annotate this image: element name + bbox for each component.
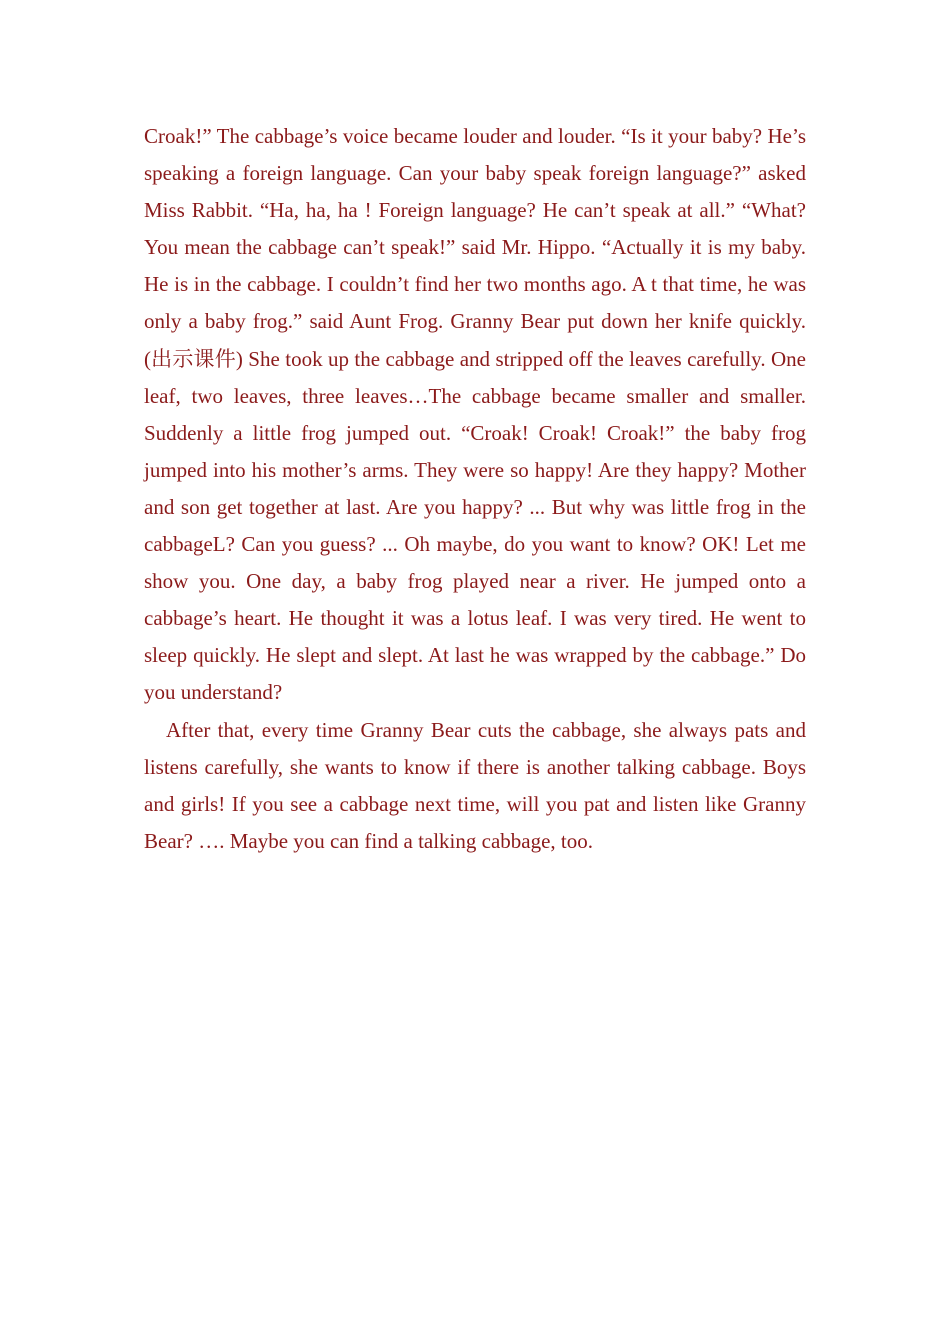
- story-text: [144, 118, 806, 860]
- story-paragraph: After that, every time Granny Bear cuts the cabbage, she always pats and listens carefully, she wants to know if there is another talking cabbage. Boys and girls! If you see a cabbage next time, will you pat and listen like Granny Bear? …. Maybe you can find a talking cabbage, too.: [144, 717, 806, 853]
- story-paragraph: Croak!” The cabbage’s voice became louder and louder. “Is it your baby? He’s speaking a foreign language. Can your baby speak foreign language?” asked Miss Rabbit. “Ha, ha, ha ! Foreign language? He can’t speak at all.” “What? You mean the cabbage can’t speak!” said Mr. Hippo. “Actually it is my baby. He is in the cabbage. I couldn’t find her two months ago. A t that time, he was only a baby frog.” said Aunt Frog. Granny Bear put down her knife quickly. (出示课件) She took up the cabbage and stripped off the leaves carefully. One leaf, two leaves, three leaves…The cabbage became smaller and smaller. Suddenly a little frog jumped out. “Croak! Croak! Croak!” the baby frog jumped into his mother’s arms. They were so happy! Are they happy? Mother and son get together at last. Are you happy? ... But why was little frog in the cabbageL? Can you guess? ... Oh maybe, do you want to know? OK! Let me show you. One day, a baby frog played near a river. He jumped onto a cabbage’s heart. He thought it was a lotus leaf. I was very tired. He went to sleep quickly. He slept and slept. At last he was wrapped by the cabbage.” Do you understand?: [144, 124, 806, 705]
